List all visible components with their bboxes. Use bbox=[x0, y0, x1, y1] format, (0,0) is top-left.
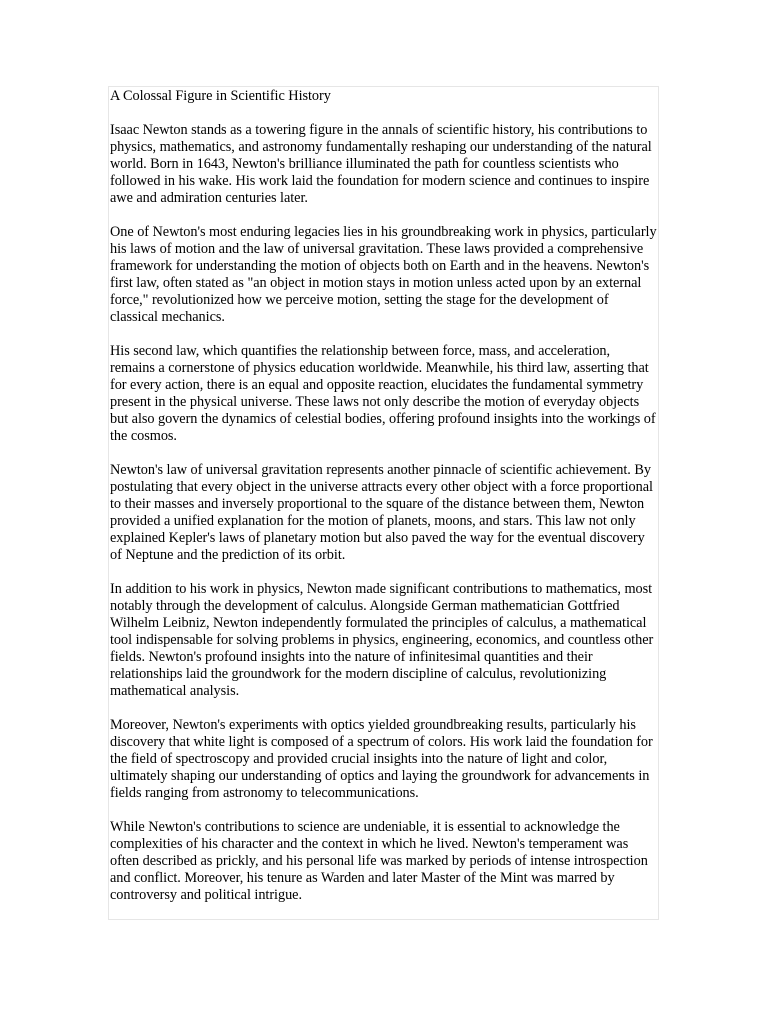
paragraph-3: His second law, which quantifies the relationship between force, mass, and acceleration, remains a cornerstone of physics education worldwide. Meanwhile, his third law, asserting that for every action, there is an equal and opposite reaction, elucidates the fundamental symmetry present in the physical universe. These laws not only describe the motion of everyday objects but also govern the dynamics of celestial bodies, offering profound insights into the workings of the cosmos. bbox=[110, 343, 656, 444]
paragraph-6: Moreover, Newton's experiments with optics yielded groundbreaking results, particularly his discovery that white light is composed of a spectrum of colors. His work laid the foundation for the field of spectroscopy and provided crucial insights into the nature of light and color, ultimately shaping our understanding of optics and laying the groundwork for advancements in fields ranging from astronomy to telecommunications. bbox=[110, 717, 653, 801]
document-title: A Colossal Figure in Scientific History bbox=[110, 88, 331, 104]
paragraph-7: While Newton's contributions to science are undeniable, it is essential to acknowledge the complexities of his character and the context in which he lived. Newton's temperament was often described as prickly, and his personal life was marked by periods of intense introspection and conflict. Moreover, his tenure as Warden and later Master of the Mint was marred by controversy and political intrigue. bbox=[110, 819, 648, 903]
paragraph-1: Isaac Newton stands as a towering figure in the annals of scientific history, his contributions to physics, mathematics, and astronomy fundamentally reshaping our understanding of the natural world. Born in 1643, Newton's brilliance illuminated the path for countless scientists who followed in his wake. His work laid the foundation for modern science and continues to inspire awe and admiration centuries later. bbox=[110, 122, 652, 206]
paragraph-4: Newton's law of universal gravitation represents another pinnacle of scientific achievement. By postulating that every object in the universe attracts every other object with a force proportional to their masses and inversely proportional to the square of the distance between them, Newton provided a unified explanation for the motion of planets, moons, and stars. This law not only explained Kepler's laws of planetary motion but also paved the way for the eventual discovery of Neptune and the prediction of its orbit. bbox=[110, 462, 653, 563]
document-page bbox=[108, 86, 659, 920]
paragraph-2: One of Newton's most enduring legacies lies in his groundbreaking work in physics, particularly his laws of motion and the law of universal gravitation. These laws provided a comprehensive framework for understanding the motion of objects both on Earth and in the heavens. Newton's first law, often stated as "an object in motion stays in motion unless acted upon by an external force," revolutionized how we perceive motion, setting the stage for the development of classical mechanics. bbox=[110, 224, 657, 325]
paragraph-5: In addition to his work in physics, Newton made significant contributions to mathematics, most notably through the development of calculus. Alongside German mathematician Gottfried Wilhelm Leibniz, Newton independently formulated the principles of calculus, a mathematical tool indispensable for solving problems in physics, engineering, economics, and countless other fields. Newton's profound insights into the nature of infinitesimal quantities and their relationships laid the groundwork for the modern discipline of calculus, revolutionizing mathematical analysis. bbox=[110, 581, 654, 699]
